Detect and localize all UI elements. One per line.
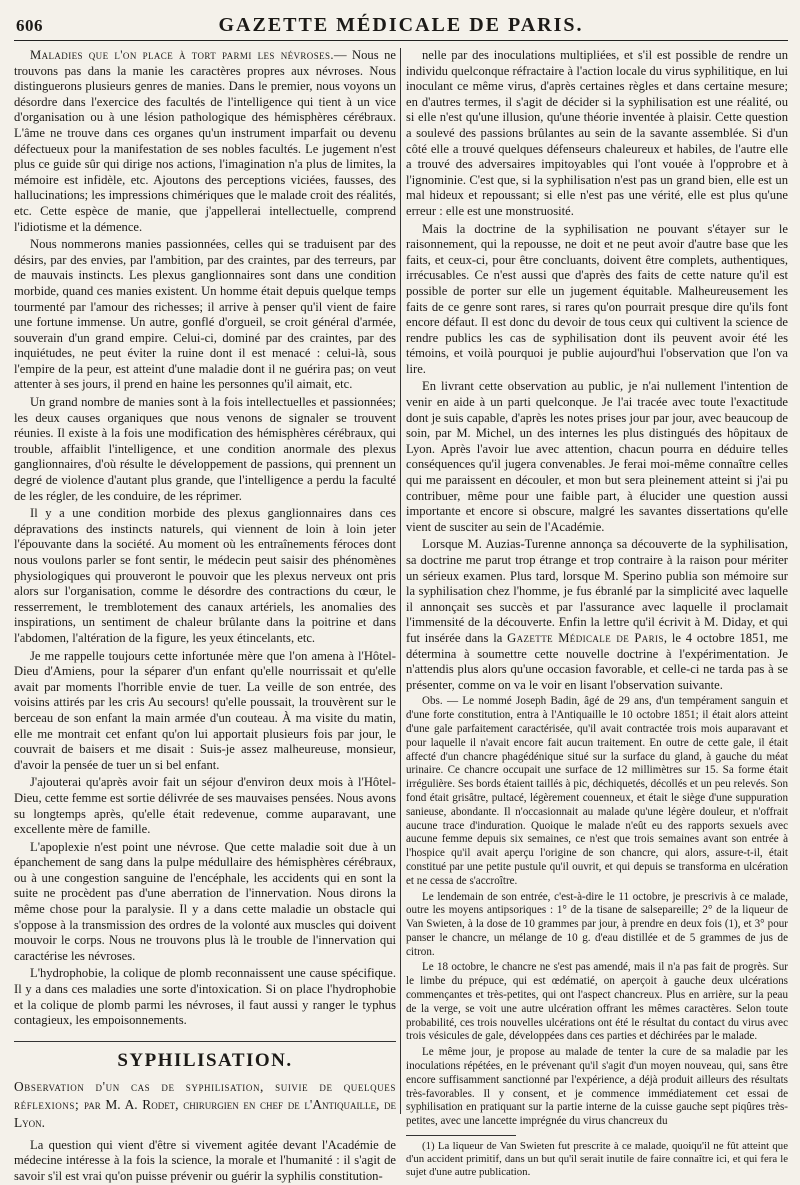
journal-title: GAZETTE MÉDICALE DE PARIS. (218, 14, 584, 36)
paragraph-text: , le 4 octobre 1851, me détermina à soumettre cette nouvelle doctrine à l'expérimentation. Je n'attendis plus alors qu'une occasion favorable, et celle-ci ne tarda pas à se présenter, comme on va le voir en lisant l'observation suivante. (406, 630, 788, 692)
paragraph (14, 48, 396, 235)
section-title: SYPHILISATION. (14, 1041, 396, 1072)
running-head (14, 14, 788, 41)
paragraph-lead: Maladies que l'on place à tort parmi les névroses. (30, 48, 334, 62)
article-author: par M. A. Rodet, chirurgien en chef de l'Antiquaille, de Lyon. (14, 1096, 396, 1130)
paragraph-text: Lorsque M. Auzias-Turenne annonça sa découverte de la syphilisation, sa doctrine me parut trop étrange et trop contraire à la raison pour mériter un sérieux examen. Plus tard, lorsque M. Sperino publia son mémoire sur la syphilisation chez l'homme, je fus ébranlé par la simplicité avec laquelle il annonçait ses succès et par l'assurance avec laquelle il proclamait l'immensité de la découverte. Enfin la lettre qu'il écrivit à M. Diday, et qui fut insérée dans la (406, 537, 788, 645)
paragraph: Mais la doctrine de la syphilisation ne pouvant s'étayer sur le raisonnement, qui la repousse, ne doit et ne peut avoir d'autre base que les faits, et ceux-ci, pour être concluants, doivent être complets, authentiques, irrécusables. Ce n'est aussi que d'après des faits de cette nature qu'il est possible de porter sur elle un jugement équitable. Malheureusement les faits de ce genre sont rares, si rares qu'on pourrait presque dire qu'ils font encore défaut. Il est donc du devoir de tous ceux qui cultivent la science de rendre publics les cas de syphilisation dont ils peuvent avoir été les témoins, et voilà pourquoi je publie aujourd'hui l'observation que l'on va lire. (406, 221, 788, 376)
paragraph-text: — Nous ne trouvons pas dans la manie les caractères propres aux névroses. Nous distinguerons plusieurs genres de manies. Dans le premier, nous voyons un désordre dans l'exercice des facultés de l'intelligence qui tient à un vice d'organisation ou à une lésion pathologique des hémisphères cérébraux. L'âme ne trouve dans ces organes qu'un instrument imparfait ou devenu défectueux pour la manifestation de ses nobles facultés. Le jugement n'est plus ce guide sûr qui dirige nos actions, l'imagination n'a plus de limites, la mémoire est infidèle, etc. Ajoutons des perceptions viciées, fausses, des hallucinations; les impressions chimériques que le malade croit des réalités, etc. Cette espèce de manie, que j'appellerai intellectuelle, comprend l'idiotisme et la démence. (14, 48, 396, 234)
article-heading (14, 1078, 396, 1132)
column-divider (400, 48, 401, 1114)
footnote (406, 1140, 788, 1179)
paragraph: L'apoplexie n'est point une névrose. Que cette maladie soit due à un épanchement de sang dans la pulpe médullaire des hémisphères cérébraux, ou à une congestion sanguine de l'encéphale, les accidents qui en sont la suite ne procèdent pas d'une aberration de l'innervation. Nous dirons la même chose pour la paralysie. Il y a dans cette maladie un obstacle qui s'oppose à la transmission des ordres de la volonté aux muscles qui doivent mouvoir le corps. Nous ne trouvons plus là le trouble de l'innervation qui caractérise les névroses. (14, 839, 396, 963)
observation-block (406, 695, 788, 1129)
paragraph: Nous nommerons manies passionnées, celles qui se traduisent par des désirs, par des envies, par l'ambition, par des craintes, par des terreurs, par de mauvais instincts. Les plexus ganglionnaires sont dans une condition morbide, quand ces manies existent. Un homme était depuis quelque temps tourmenté par l'amour des richesses; il arrive à penser qu'il vient de faire une fortune immense. Un autre, gonflé d'orgueil, se croit général d'armée, souverain d'un grand empire. Celui-ci, dominé par des craintes, par des inquiétudes, ne peut éviter la ruine dont il est menacé : celui-là, sous l'empire de la peur, est atteint d'une maladie dont il ne guérira pas; on veut attenter à ses jours, il prend en haine les personnes qu'il aimait, etc. (14, 237, 396, 392)
footnote-text: (1) La liqueur de Van Swieten fut prescrite à ce malade, quoiqu'il ne fût atteint que d'un accident primitif, dans un but qu'il serait inutile de faire connaître ici, et qui fera le sujet d'une autre publication. (406, 1140, 788, 1179)
observation-paragraph: Le 18 octobre, le chancre ne s'est pas amendé, mais il n'a pas fait de progrès. Sur le limbe du prépuce, qui est œdématié, on aperçoit à gauche deux ulcérations commençantes et très-petites, qui ont l'aspect chancreux. Plus en arrière, sur la peau de la verge, se voit une autre ulcération offrant les mêmes caractères. Selon toute probabilité, ces trois nouvelles ulcérations ont été le résultat du contact du virus avec trois vésicules de gale, développées dans ces parties et déchirées par le malade. (406, 961, 788, 1043)
left-column (14, 48, 396, 1183)
paragraph: Un grand nombre de manies sont à la fois intellectuelles et passionnées; les deux causes organiques que nous venons de signaler se trouvent réunies. Il existe à la fois une modification des hémisphères cérébraux, qui trouble, affaiblit l'intelligence, et une condition anormale des plexus ganglionnaires, d'où résulte le développement de passions, qui prennent un degré de violence d'autant plus grande, que l'intelligence a perdu la faculté de les régler, de les conduire, de les réprimer. (14, 395, 396, 503)
journal-page (14, 14, 788, 1183)
paragraph: La question qui vient d'être si vivement agitée devant l'Académie de médecine intéresse à la fois la science, la morale et l'humanité : il s'agit de savoir s'il est vrai qu'on puisse prévenir ou guérir la syphilis constitution- (14, 1137, 396, 1183)
paragraph: Je me rappelle toujours cette infortunée mère que l'on amena à l'Hôtel-Dieu d'Amiens, pour la séparer d'un enfant qu'elle nourrissait et qu'elle avait par moments l'horrible envie de tuer. La veille de son entrée, des voisins attirés par les cris Au secours! qu'elle poussait, la trouvèrent sur le berceau de son enfant la main armée d'un couteau. À ma visite du matin, elle me montrait cet enfant qu'on lui apportait plusieurs fois par jour, le couvrait de baisers et me disait : Suis-je assez malheureuse, monsieur, d'avoir la pensée de tuer un si bel enfant. (14, 648, 396, 772)
paragraph: J'ajouterai qu'après avoir fait un séjour d'environ deux mois à l'Hôtel-Dieu, cette femme est sortie délivrée de ses mauvaises pensées. Nous avons su longtemps après, qu'elle était redevenue, comme auparavant, une excellente mère de famille. (14, 775, 396, 837)
article-title: Observation d'un cas de syphilisation, suivie de quelques réflexions; (14, 1078, 396, 1112)
paragraph (406, 537, 788, 693)
paragraph: L'hydrophobie, la colique de plomb reconnaissent une cause spécifique. Il y a dans ces maladies une sorte d'intoxication. Si on place l'hydrophobie et la colique de plomb parmi les névroses, il faut aussi y ranger le typhus contagieux, les empoisonnements. (14, 966, 396, 1028)
observation-paragraph: Le même jour, je propose au malade de tenter la cure de sa maladie par les inoculations répétées, en le prévenant qu'il s'agit d'un moyen nouveau, qui, sans être encore suffisamment sanctionné par l'expérience, a déjà produit ailleurs des résultats très-favorables. Il y consent, et je commence immédiatement cet essai de syphilisation en pratiquant sur la partie interne de la cuisse gauche sept piqûres très-petites, avec une lancette imprégnée du virus chancreux du (406, 1046, 788, 1128)
observation-paragraph: Le lendemain de son entrée, c'est-à-dire le 11 octobre, je prescrivis à ce malade, outre les moyens antipsoriques : 1° de la tisane de salsepareille; 2° de la liqueur de Van Swieten, à la dose de 10 grammes par jour, à prendre en deux fois (1), et 3° pour panser le chancre, un mélange de 10 g. d'eau distillée et de 5 grammes de jus de citron. (406, 890, 788, 958)
text-columns (14, 48, 788, 1183)
journal-reference: Gazette Médicale de Paris (507, 630, 664, 645)
observation-paragraph: Obs. — Le nommé Joseph Badin, âgé de 29 ans, d'un tempérament sanguin et d'une forte constitution, entra à l'Antiquaille le 10 octobre 1851; il était alors atteint d'une gale parfaitement caractérisée, qu'il avait contractée trois mois auparavant et pour laquelle il n'avait encore fait aucun traitement. En outre de cette gale, il était affecté d'un chancre phagédénique situé sur la surface du gland, à gauche du méat urinaire. Ce chancre occupait une surface de 12 millimètres sur 15. Sa forme était irrégulière. Ses bords étaient taillés à pic, déchiquetés, décollés et un peu relevés. Son fond était grisâtre, pultacé, légèrement couenneux, et était le siège d'une suppuration sanieuse, abondante. Il n'occasionnait au malade qu'une légère douleur, et n'offrait aucune trace d'induration. Quoique le malade n'eût eu des rapports sexuels avec aucune femme depuis six semaines, ce n'est que trois semaines avant son entrée à l'hospice qu'il avait aperçu l'origine de son chancre, qui alors, assure-t-il, était constitué par une petite pustule qu'il ouvrit, et qui depuis se transforma en ulcération et ne cessa de s'accroître. (406, 695, 788, 887)
paragraph: En livrant cette observation au public, je n'ai nullement l'intention de venir en aide à un parti quelconque. Je l'ai tracée avec toute l'exactitude dont je suis capable, d'après les notes prises jour par jour, avec beaucoup de soin, par M. Michel, un des internes les plus distingués des hôpitaux de Lyon. Après l'avoir lue avec attention, chacun pourra en déduire telles conséquences qu'il jugera convenables. Je ferai moi-même connaître celles qui me paraissent en découler, et mon but sera pleinement atteint si j'ai pu contribuer, même pour une faible part, à élucider une question aussi importante et encore si obscure, malgré les savantes dissertations qu'elle vient de susciter au sein de l'Académie. (406, 379, 788, 534)
page-number: 606 (16, 16, 43, 35)
paragraph: nelle par des inoculations multipliées, et s'il est possible de rendre un individu quelconque réfractaire à l'action locale du virus syphilitique, en lui inoculant ce même virus, d'après certaines règles et dans certaine mesure; en d'autres termes, il s'agit de décider si la syphilisation est une réalité, ou si elle n'est qu'une illusion, qu'une théorie inventée à plaisir. Cette question a soulevé des passions brûlantes au sein de la savante assemblée. Si d'un côté elle a trouvé quelques défenseurs chaleureux et habiles, de l'autre elle a trouvé des adversaires impitoyables qui l'ont vouée à l'opprobre et à l'ignominie. C'est que, si la syphilisation n'est pas un grand bien, elle est un mal hideux et repoussant; si elle n'est pas une vérité, elle est plus qu'une erreur : elle est une monstruosité. (406, 48, 788, 218)
paragraph: Il y a une condition morbide des plexus ganglionnaires dans ces dépravations des instincts naturels, qui viennent de loin à loin jeter l'épouvante dans la société. Au moment où les entraînements féroces dont nous voulons parler se font sentir, le médecin peut saisir des phénomènes physiologiques qui prouveront le pouvoir que les plexus nerveux ont pris alors sur l'organisation, comme le désordre des contractions du cœur, le resserrement, le tremblotement des canaux artériels, les anomalies des inspirations, un sentiment de chaleur brûlante dans la poitrine et dans l'abdomen, l'altération de la figure, les yeux étincelants, etc. (14, 506, 396, 645)
footnote-divider (406, 1135, 516, 1136)
right-column (406, 48, 788, 1179)
